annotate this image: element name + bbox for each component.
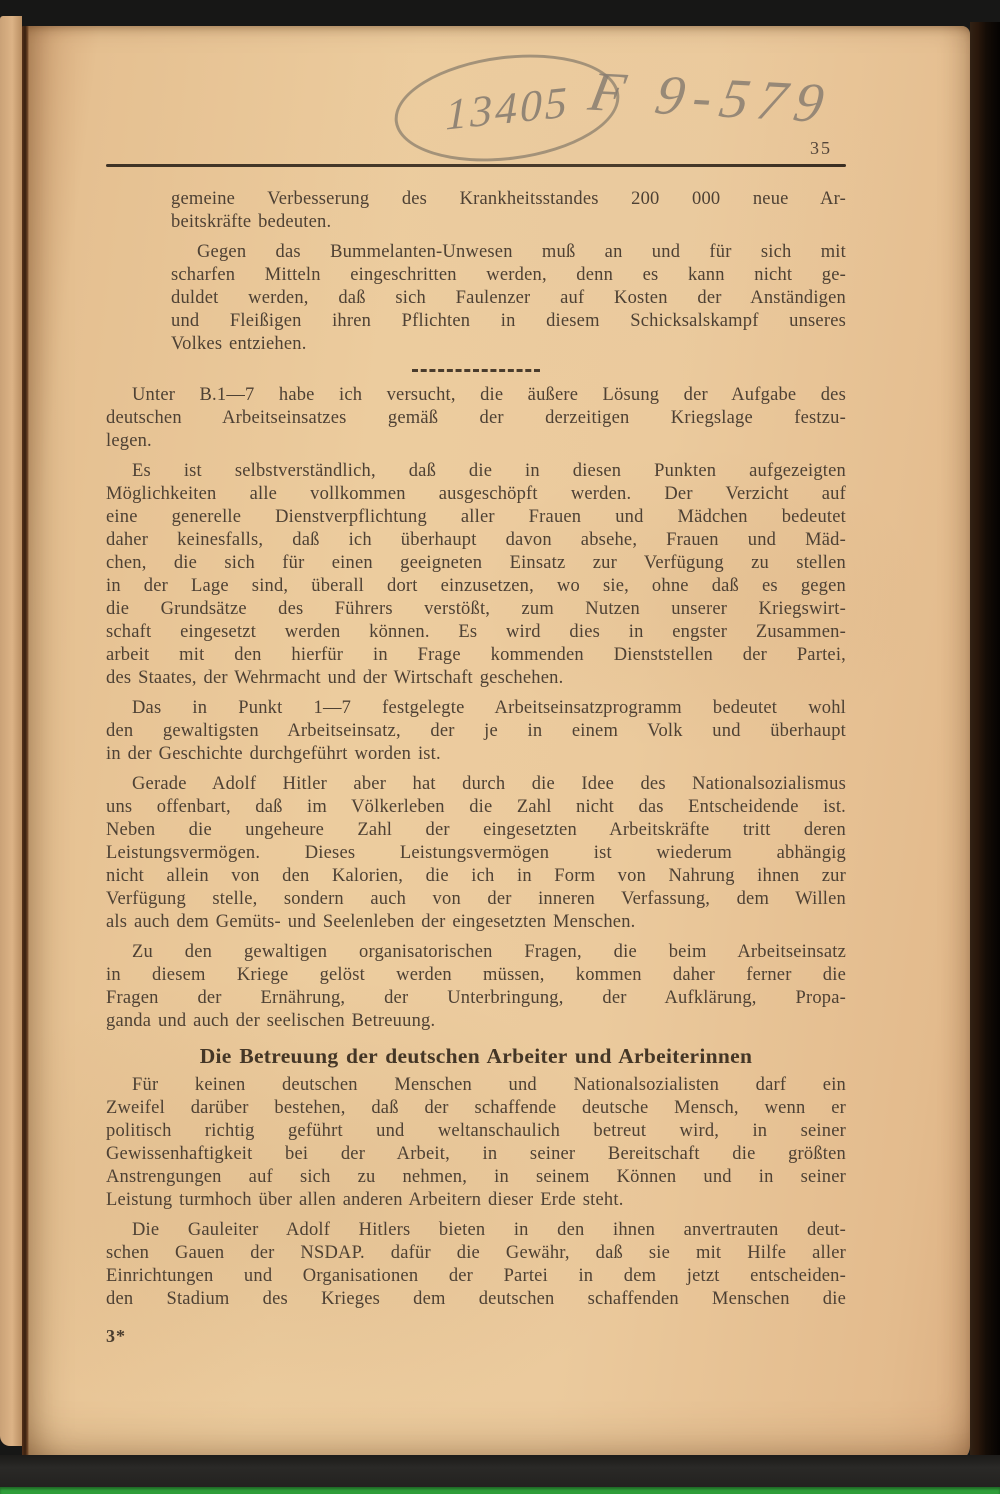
text-line: den gewaltigsten Arbeitseinsatz, der je in einem Volk und überhaupt xyxy=(106,721,846,741)
text-line: schaft eingesetzt werden können. Es wird dies in engster Zusammen- xyxy=(106,622,846,642)
text-line: Zu den gewaltigen organisatorischen Fragen, die beim Arbeitseinsatz xyxy=(132,942,846,962)
text-line: Die Gauleiter Adolf Hitlers bieten in den ihnen anvertrauten deut- xyxy=(132,1220,846,1240)
text-line: Das in Punkt 1—7 festgelegte Arbeitseinsatzprogramm bedeutet wohl xyxy=(132,698,846,718)
pencil-catalog-code: F 9-579 xyxy=(584,60,838,136)
paragraph xyxy=(106,384,846,453)
text-line: Für keinen deutschen Menschen und Nationalsozialisten darf ein xyxy=(132,1075,846,1095)
text-line: des Staates, der Wehrmacht und der Wirtschaft geschehen. xyxy=(106,668,564,688)
paragraph xyxy=(106,1212,846,1311)
section-heading: Die Betreuung der deutschen Arbeiter und Arbeiterinnen xyxy=(199,1044,753,1068)
circled-number-text: 13405 xyxy=(444,76,570,140)
text-line: Neben die ungeheure Zahl der eingesetzten Arbeitskräfte tritt deren xyxy=(106,820,846,840)
text-line: den Stadium des Krieges dem deutschen schaffenden Menschen die xyxy=(106,1289,846,1309)
paragraph xyxy=(106,690,846,766)
text-line: Zweifel darüber bestehen, daß der schaffende deutsche Mensch, wenn er xyxy=(106,1098,846,1118)
paragraph xyxy=(106,766,846,934)
text-line: als auch dem Gemüts- und Seelenleben der eingesetzten Menschen. xyxy=(106,912,636,932)
book-cover-edge xyxy=(970,22,1000,1468)
bottom-shadow-band xyxy=(0,1455,1000,1487)
opening-indented-block xyxy=(171,188,846,356)
text-line: in der Geschichte durchgeführt worden ist. xyxy=(106,744,441,764)
text-line: arbeit mit den hierfür in Frage kommenden Dienststellen der Partei, xyxy=(106,645,846,665)
text-line: beitskräfte bedeuten. xyxy=(171,212,332,232)
paragraph xyxy=(171,188,846,234)
paragraph xyxy=(171,234,846,356)
text-line: uns offenbart, daß im Völkerleben die Zahl nicht das Entscheidende ist. xyxy=(106,797,846,817)
paragraph xyxy=(106,934,846,1033)
text-line: Es ist selbstverständlich, daß die in diesen Punkten aufgezeigten xyxy=(132,461,846,481)
text-line: Möglichkeiten alle vollkommen ausgeschöpft werden. Der Verzicht auf xyxy=(106,484,846,504)
text-line: politisch richtig geführt und weltanschaulich betreut wird, in seiner xyxy=(106,1121,846,1141)
text-line: Verfügung stelle, sondern auch von der inneren Verfassung, dem Willen xyxy=(106,889,846,909)
text-line: Fragen der Ernährung, der Unterbringung, der Aufklärung, Propa- xyxy=(106,988,846,1008)
text-line: eine generelle Dienstverpflichtung aller Frauen und Mädchen bedeutet xyxy=(106,507,846,527)
text-line: duldet werden, daß sich Faulenzer auf Kosten der Anständigen xyxy=(171,288,846,308)
text-line: Leistung turmhoch über allen anderen Arbeitern dieser Erde steht. xyxy=(106,1190,624,1210)
text-line: Gewissenhaftigkeit bei der Arbeit, in seiner Bereitschaft die größten xyxy=(106,1144,846,1164)
text-line: scharfen Mitteln eingeschritten werden, denn es kann nicht ge- xyxy=(171,265,846,285)
text-line: und Fleißigen ihren Pflichten in diesem Schicksalskampf unseres xyxy=(171,311,846,331)
text-line: ganda und auch der seelischen Betreuung. xyxy=(106,1011,436,1031)
text-line: chen, die sich für einen geeigneten Einsatz zur Verfügung zu stellen xyxy=(106,553,846,573)
book-page xyxy=(22,26,970,1462)
green-table-stripe xyxy=(0,1487,1000,1494)
main-text-block xyxy=(106,384,846,1033)
text-line: Anstrengungen auf sich zu nehmen, in seinem Können und in seiner xyxy=(106,1167,846,1187)
text-line: Unter B.1—7 habe ich versucht, die äußere Lösung der Aufgabe des xyxy=(132,385,846,405)
text-line: Leistungsvermögen. Dieses Leistungsvermögen ist wiederum abhängig xyxy=(106,843,846,863)
underlying-page-edge xyxy=(0,16,22,1446)
text-line: gemeine Verbesserung des Krankheitsstandes 200 000 neue Ar- xyxy=(171,189,846,209)
text-line: nicht allein von den Kalorien, die ich in Form von Nahrung ihnen zur xyxy=(106,866,846,886)
gutter-fold-shadow xyxy=(22,26,29,1462)
text-line: Volkes entziehen. xyxy=(171,334,307,354)
paragraph xyxy=(106,1074,846,1212)
text-line: schen Gauen der NSDAP. dafür die Gewähr, daß sie mit Hilfe aller xyxy=(106,1243,846,1263)
text-line: Einrichtungen und Organisationen der Partei in dem jetzt entscheiden- xyxy=(106,1266,846,1286)
text-line: Gerade Adolf Hitler aber hat durch die Idee des Nationalsozialismus xyxy=(132,774,846,794)
closing-text-block xyxy=(106,1074,846,1311)
text-line: deutschen Arbeitseinsatzes gemäß der derzeitigen Kriegslage festzu- xyxy=(106,408,846,428)
section-divider xyxy=(412,369,540,372)
signature-mark: 3* xyxy=(106,1326,126,1346)
text-column xyxy=(106,188,846,1348)
text-line: die Grundsätze des Führers verstößt, zum Nutzen unserer Kriegswirt- xyxy=(106,599,846,619)
text-line: legen. xyxy=(106,431,152,451)
paragraph xyxy=(106,453,846,690)
header-rule xyxy=(106,164,846,167)
text-line: Gegen das Bummelanten-Unwesen muß an und für sich mit xyxy=(197,242,846,262)
text-line: in diesem Kriege gelöst werden müssen, kommen daher ferner die xyxy=(106,965,846,985)
text-line: daher keinesfalls, daß ich überhaupt davon absehe, Frauen und Mäd- xyxy=(106,530,846,550)
page-number: 35 xyxy=(810,138,832,158)
text-line: in der Lage sind, überall dort einzusetzen, wo sie, ohne daß es gegen xyxy=(106,576,846,596)
